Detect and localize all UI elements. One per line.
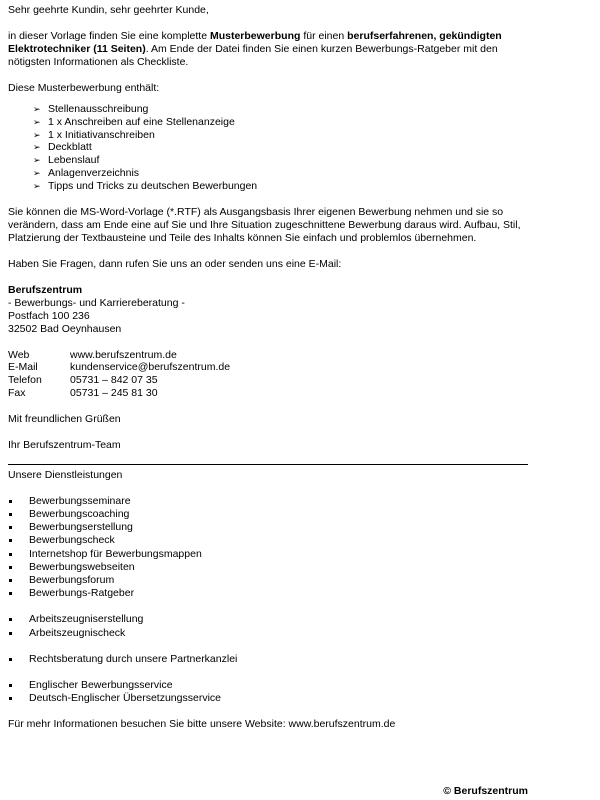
contains-item-label: Anlagenverzeichnis <box>48 166 140 179</box>
service-item-label: Arbeitszeugniserstellung <box>29 613 144 626</box>
service-item-label: Englischer Bewerbungsservice <box>29 679 173 691</box>
square-bullet-icon <box>9 592 12 595</box>
arrow-bullet-icon: ➢ <box>33 155 41 166</box>
contact-label: Web <box>8 348 30 361</box>
arrow-bullet-icon: ➢ <box>33 116 41 127</box>
contains-item-label: Deckblatt <box>48 141 92 154</box>
intro-text-3: . Am Ende der Datei finden Sie einen kurzen Bewerbungs-Ratgeber mit den nötigsten Informationen als Checkliste. <box>8 43 498 68</box>
intro-text-2: für einen <box>300 30 348 42</box>
copyright: © Berufszentrum <box>443 785 528 797</box>
company-name-text: Berufszentrum <box>8 283 83 296</box>
square-bullet-icon <box>9 618 12 621</box>
square-bullet-icon <box>9 539 12 542</box>
company-name <box>8 284 528 297</box>
square-bullet-icon <box>9 632 12 635</box>
service-item-label: Bewerbungsforum <box>29 573 115 586</box>
arrow-bullet-icon: ➢ <box>33 180 41 191</box>
contact-row <box>8 387 528 400</box>
square-bullet-icon <box>9 658 12 661</box>
address-line-1: - Bewerbungs- und Karriereberatung - <box>8 296 185 309</box>
arrow-bullet-icon: ➢ <box>33 142 41 153</box>
service-item-label: Rechtsberatung durch unsere Partnerkanzlei <box>29 652 238 665</box>
service-item <box>8 627 528 640</box>
contact-block <box>8 349 528 400</box>
contains-item-label: 1 x Anschreiben auf eine Stellenanzeige <box>48 115 235 128</box>
contact-row <box>8 361 528 374</box>
contact-value: 05731 – 842 07 35 <box>70 374 158 387</box>
contact-value: www.berufszentrum.de <box>70 348 177 361</box>
square-bullet-icon <box>9 684 12 687</box>
square-bullet-icon <box>9 579 12 582</box>
contains-item <box>33 103 528 116</box>
greeting: Sehr geehrte Kundin, sehr geehrter Kunde, <box>8 4 209 16</box>
service-item-label: Bewerbungsseminare <box>29 494 131 507</box>
contains-item <box>33 116 528 129</box>
intro-paragraph <box>8 30 528 69</box>
service-item-label: Bewerbungserstellung <box>29 521 133 534</box>
service-item <box>8 574 528 587</box>
service-item-label: Bewerbungscheck <box>29 534 115 547</box>
contains-item <box>33 154 528 167</box>
service-item <box>8 587 528 600</box>
usage-paragraph: Sie können die MS-Word-Vorlage (*.RTF) als Ausgangsbasis Ihrer eigenen Bewerbung nehmen und sie so verändern, dass am Ende eine auf Sie und Ihre Situation zugeschnittene Bewerbung daraus wird. Aufbau, Stil, Platzierung der Textbausteine und Teile des Inhalts können Sie einfach und problemlos übernehmen. <box>8 205 521 244</box>
intro-bold-1: Musterbewerbung <box>209 30 301 42</box>
contact-label: Fax <box>8 386 26 399</box>
contact-label: E-Mail <box>8 361 38 374</box>
service-item-label: Bewerbungscoaching <box>29 507 130 520</box>
service-item-label: Bewerbungs-Ratgeber <box>29 587 135 600</box>
square-bullet-icon <box>9 500 12 503</box>
service-item <box>8 548 528 561</box>
contains-heading: Diese Musterbewerbung enthält: <box>8 82 160 94</box>
service-item <box>8 561 528 574</box>
divider <box>8 464 528 465</box>
services-list-1 <box>8 495 528 601</box>
contains-item-label: Lebenslauf <box>48 154 100 167</box>
service-item <box>8 653 528 666</box>
contact-label: Telefon <box>8 374 42 387</box>
contact-row <box>8 349 528 362</box>
contains-item-label: 1 x Initiativanschreiben <box>48 128 155 141</box>
intro-bold-2: berufserfahrenen, gekündigten Elektrotechniker (11 Seiten) <box>8 30 502 55</box>
document-page <box>8 4 528 731</box>
more-info: Für mehr Informationen besuchen Sie bitte unsere Website: www.berufszentrum.de <box>8 718 396 731</box>
square-bullet-icon <box>9 566 12 569</box>
contains-item <box>33 180 528 193</box>
arrow-bullet-icon: ➢ <box>33 104 41 114</box>
square-bullet-icon <box>9 526 12 529</box>
contains-item <box>33 129 528 142</box>
signature: Ihr Berufszentrum-Team <box>8 438 121 451</box>
service-item <box>8 679 528 692</box>
square-bullet-icon <box>9 553 12 556</box>
contains-item <box>33 141 528 154</box>
service-item <box>8 692 528 705</box>
service-item <box>8 534 528 547</box>
service-item-label: Deutsch-Englischer Übersetzungsservice <box>29 692 221 705</box>
service-item-label: Arbeitszeugnischeck <box>29 626 126 639</box>
services-list-4 <box>8 679 528 705</box>
square-bullet-icon <box>9 513 12 516</box>
contains-list <box>8 103 528 193</box>
contact-value: kundenservice@berufszentrum.de <box>70 361 231 374</box>
square-bullet-icon <box>9 697 12 700</box>
services-list-3 <box>8 653 528 666</box>
service-item <box>8 508 528 521</box>
service-item <box>8 521 528 534</box>
contains-item-label: Tipps und Tricks zu deutschen Bewerbungen <box>48 179 258 192</box>
address-line-3: 32502 Bad Oeynhausen <box>8 322 122 335</box>
services-list-2 <box>8 613 528 639</box>
service-item-label: Bewerbungswebseiten <box>29 560 135 573</box>
arrow-bullet-icon: ➢ <box>33 167 41 178</box>
questions-paragraph: Haben Sie Fragen, dann rufen Sie uns an oder senden uns eine E-Mail: <box>8 257 342 270</box>
closing: Mit freundlichen Grüßen <box>8 412 121 425</box>
service-item <box>8 495 528 508</box>
services-heading: Unsere Dienstleistungen <box>8 468 123 481</box>
contains-item-label: Stellenausschreibung <box>48 103 149 115</box>
arrow-bullet-icon: ➢ <box>33 129 41 140</box>
contact-row <box>8 374 528 387</box>
service-item-label: Internetshop für Bewerbungsmappen <box>29 547 202 560</box>
address-line-2: Postfach 100 236 <box>8 309 90 322</box>
contact-value: 05731 – 245 81 30 <box>70 386 158 399</box>
intro-text-1: in dieser Vorlage finden Sie eine komplette <box>8 30 210 42</box>
contains-item <box>33 167 528 180</box>
service-item <box>8 613 528 626</box>
